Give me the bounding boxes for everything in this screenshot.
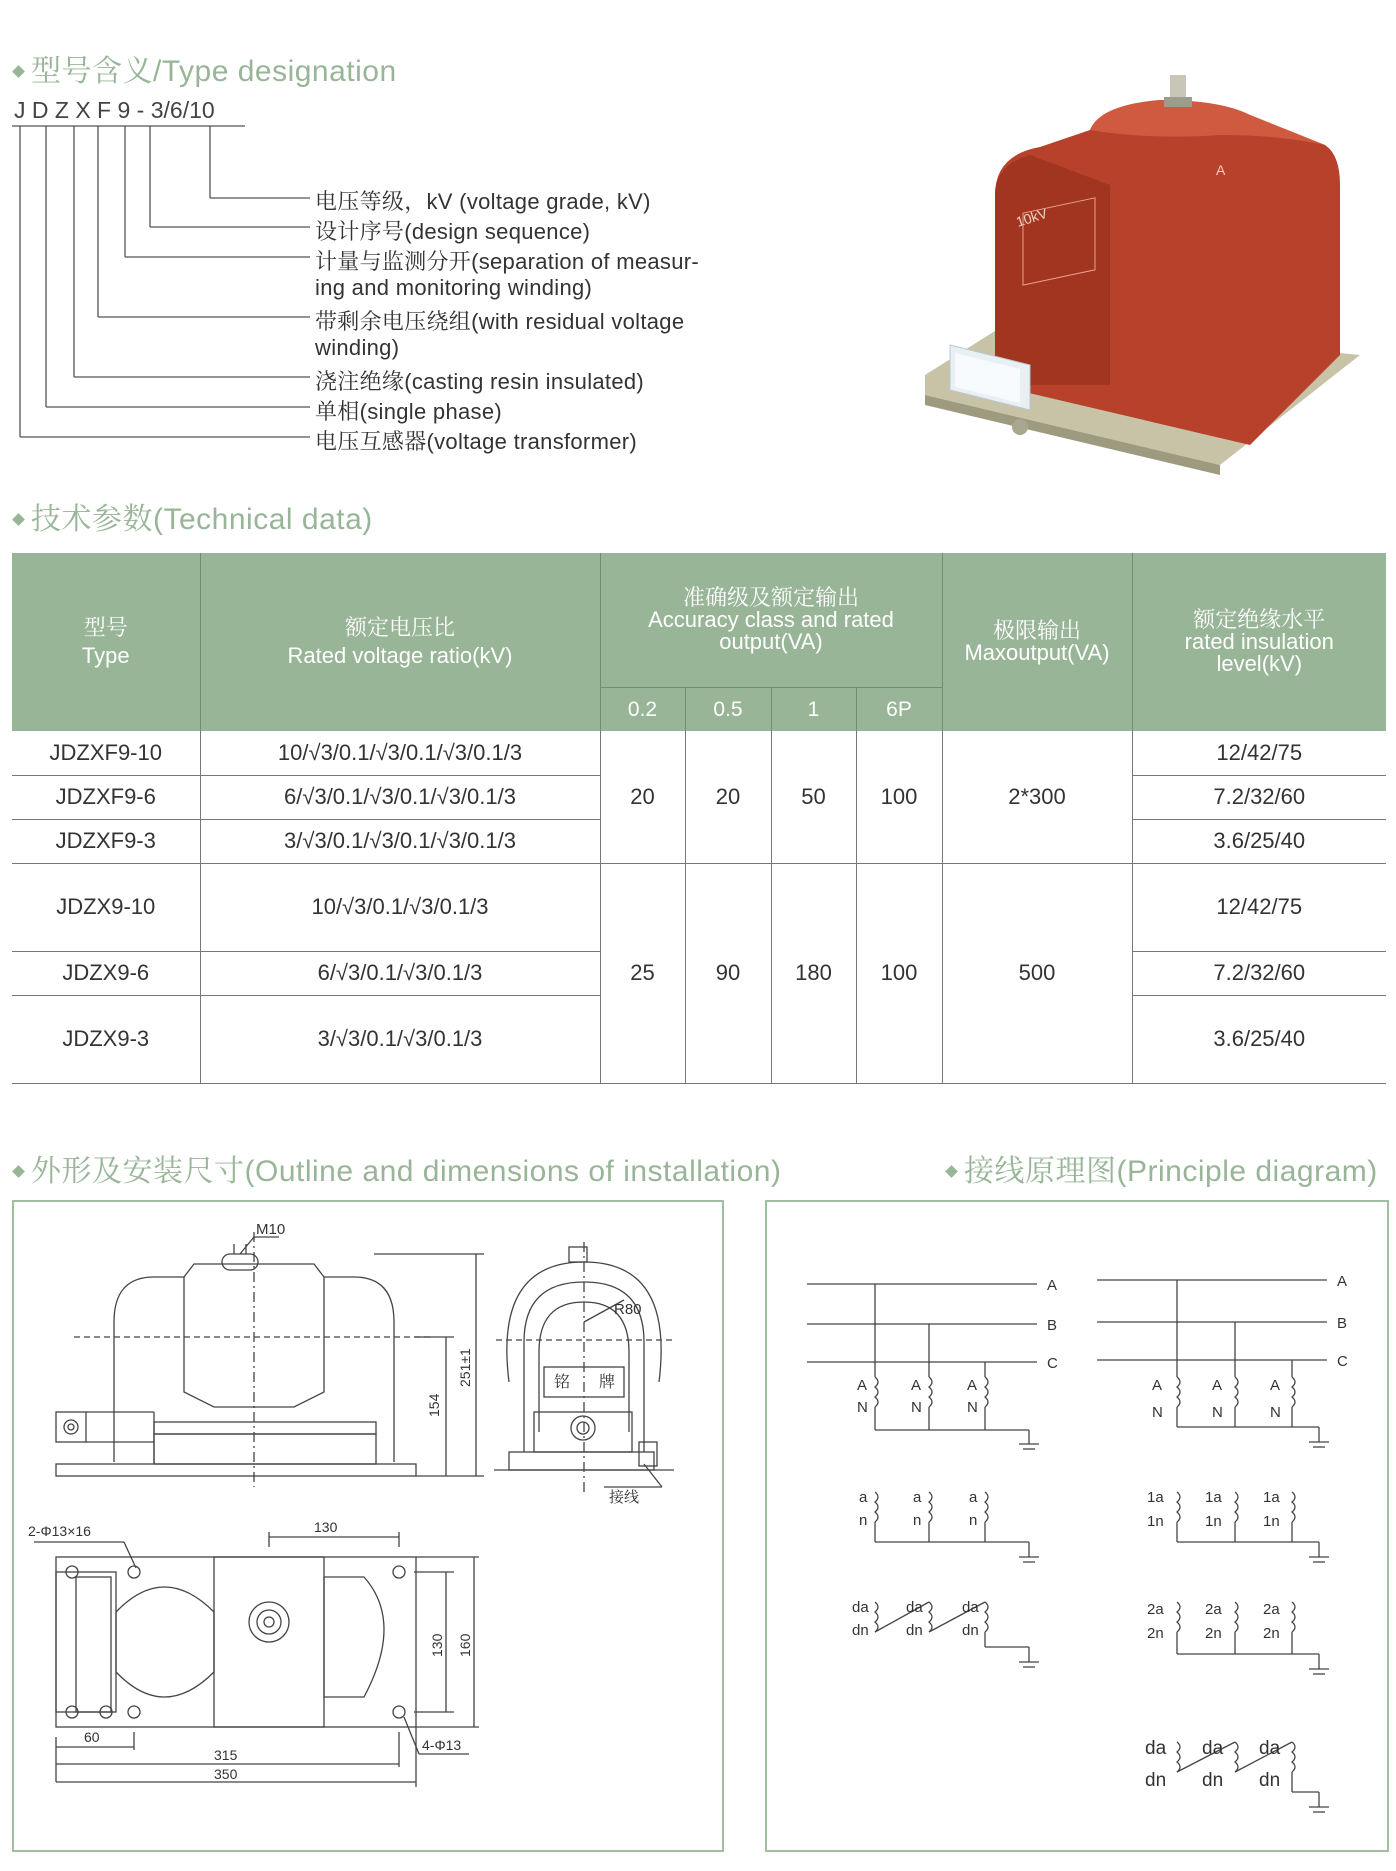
photo-voltage-label: 10kV	[1013, 204, 1050, 230]
secondary-a-label: a	[913, 1489, 922, 1506]
cell-insulation: 12/42/75	[1132, 863, 1386, 951]
header-type-en: Type	[81, 643, 130, 668]
header-accuracy-en-1: Accuracy class and rated	[648, 607, 894, 632]
section-heading-principle	[945, 1146, 1378, 1190]
def-residual-1: 带剩余电压绕组(with residual voltage	[315, 309, 685, 334]
residual-da-label: da	[1259, 1738, 1281, 1759]
cell-type: JDZX9-6	[12, 951, 200, 995]
cell-output-6p: 100	[856, 731, 942, 863]
label-holes-4: 4-Φ13	[422, 1737, 462, 1753]
bus-label-c-right: C	[1337, 1353, 1348, 1370]
table-row	[12, 863, 1386, 951]
section-heading-outline	[12, 1146, 781, 1190]
cell-ratio: 6/√3/0.1/√3/0.1/3	[200, 951, 600, 995]
primary-a-label: A	[1152, 1377, 1163, 1394]
header-insulation-cn: 额定绝缘水平	[1193, 607, 1326, 632]
primary-n-label: N	[1270, 1404, 1281, 1421]
outline-drawing-panel	[12, 1200, 724, 1852]
residual-dn-label: dn	[1259, 1770, 1281, 1791]
dim-251: 251±1	[457, 1348, 473, 1387]
meter-1a-label: 1a	[1205, 1489, 1222, 1506]
diamond-bullet-icon	[12, 513, 25, 526]
class-0-5: 0.5	[685, 688, 771, 732]
cell-ratio: 3/√3/0.1/√3/0.1/3	[200, 995, 600, 1083]
primary-n-label: N	[1152, 1404, 1163, 1421]
residual-da-label: da	[906, 1599, 923, 1616]
primary-a-label: A	[911, 1377, 922, 1394]
header-ratio-en: Rated voltage ratio(kV)	[287, 643, 513, 668]
primary-a-label: A	[857, 1377, 868, 1394]
meter-1a-label: 1a	[1263, 1489, 1280, 1506]
cell-type: JDZX9-10	[12, 863, 200, 951]
cell-insulation: 12/42/75	[1132, 731, 1386, 775]
secondary-n-label: n	[969, 1512, 978, 1529]
cell-type: JDZXF9-10	[12, 731, 200, 775]
dim-154: 154	[426, 1393, 442, 1417]
designation-leader-lines	[0, 0, 320, 460]
section-heading-technical-data	[12, 494, 373, 538]
principle-diagram-panel	[765, 1200, 1389, 1852]
residual-dn-label: dn	[1202, 1770, 1224, 1791]
model-code: J D Z X F 9 - 3/6/10	[14, 97, 215, 123]
meter-1n-label: 1n	[1147, 1513, 1164, 1530]
header-max	[942, 553, 1132, 731]
def-voltage-grade: 电压等级，kV (voltage grade, kV)	[315, 189, 651, 214]
cell-type: JDZXF9-3	[12, 819, 200, 863]
monitor-2a-label: 2a	[1205, 1601, 1222, 1618]
header-insulation-en-1: rated insulation	[1184, 629, 1334, 654]
cell-output-1: 180	[771, 863, 856, 1083]
label-m10: M10	[256, 1221, 286, 1238]
nameplate-label-a: 铭	[554, 1374, 571, 1391]
header-accuracy	[600, 553, 942, 688]
meter-1a-label: 1a	[1147, 1489, 1164, 1506]
monitor-2a-label: 2a	[1147, 1601, 1164, 1618]
cell-output-0-5: 20	[685, 731, 771, 863]
primary-n-label: N	[1212, 1404, 1223, 1421]
cell-ratio: 6/√3/0.1/√3/0.1/√3/0.1/3	[200, 775, 600, 819]
header-ratio-cn: 额定电压比	[344, 615, 455, 640]
cell-type: JDZXF9-6	[12, 775, 200, 819]
outline-drawing	[14, 1202, 722, 1850]
cell-ratio: 10/√3/0.1/√3/0.1/3	[200, 863, 600, 951]
monitor-2a-label: 2a	[1263, 1601, 1280, 1618]
meter-1n-label: 1n	[1205, 1513, 1222, 1530]
primary-n-label: N	[911, 1399, 922, 1416]
secondary-n-label: n	[913, 1512, 922, 1529]
header-accuracy-cn: 准确级及额定输出	[682, 585, 859, 610]
heading-text: 型号含义/Type designation	[31, 55, 397, 88]
cell-insulation: 3.6/25/40	[1132, 819, 1386, 863]
bus-label-b-right: B	[1337, 1315, 1348, 1332]
cell-output-6p: 100	[856, 863, 942, 1083]
class-0-2: 0.2	[600, 688, 685, 732]
cell-type: JDZX9-3	[12, 995, 200, 1083]
monitor-2n-label: 2n	[1263, 1625, 1280, 1642]
residual-da-label: da	[962, 1599, 979, 1616]
dim-60: 60	[84, 1729, 100, 1745]
dim-315: 315	[214, 1747, 238, 1763]
heading-text: 技术参数(Technical data)	[31, 503, 373, 536]
header-max-cn: 极限输出	[992, 618, 1081, 643]
label-r80: R80	[614, 1301, 642, 1318]
def-design-sequence: 设计序号(design sequence)	[315, 219, 591, 244]
cell-insulation: 7.2/32/60	[1132, 775, 1386, 819]
cell-output-0-2: 20	[600, 731, 685, 863]
monitor-2n-label: 2n	[1205, 1625, 1222, 1642]
primary-n-label: N	[967, 1399, 978, 1416]
cell-output-1: 50	[771, 731, 856, 863]
cell-max-output: 2*300	[942, 731, 1132, 863]
def-casting-resin: 浇注绝缘(casting resin insulated)	[315, 369, 645, 394]
residual-da-label: da	[1145, 1738, 1167, 1759]
label-holes-2: 2-Φ13×16	[28, 1523, 91, 1539]
secondary-a-label: a	[969, 1489, 978, 1506]
header-ratio	[200, 553, 600, 731]
residual-da-label: da	[852, 1599, 869, 1616]
heading-text: 接线原理图(Principle diagram)	[964, 1155, 1378, 1188]
table-row	[12, 731, 1386, 775]
def-single-phase: 单相(single phase)	[315, 399, 502, 424]
bus-label-a: A	[1047, 1277, 1058, 1294]
def-separation-2: ing and monitoring winding)	[315, 275, 593, 300]
residual-dn-label: dn	[852, 1622, 869, 1639]
technical-data-table	[12, 553, 1386, 1084]
def-residual-2: winding)	[315, 335, 400, 360]
photo-phase-label: A	[1216, 162, 1226, 178]
cell-insulation: 7.2/32/60	[1132, 951, 1386, 995]
product-photo	[920, 55, 1360, 475]
diamond-bullet-icon	[12, 1165, 25, 1178]
header-max-en: Maxoutput(VA)	[964, 640, 1110, 665]
monitor-2n-label: 2n	[1147, 1625, 1164, 1642]
secondary-a-label: a	[859, 1489, 868, 1506]
header-type	[12, 553, 200, 731]
class-1: 1	[771, 688, 856, 732]
residual-dn-label: dn	[962, 1622, 979, 1639]
dim-130-top: 130	[314, 1519, 338, 1535]
diamond-bullet-icon	[945, 1165, 958, 1178]
bus-label-c: C	[1047, 1355, 1058, 1372]
header-insulation-en-2: level(kV)	[1216, 651, 1303, 676]
def-voltage-transformer: 电压互感器(voltage transformer)	[315, 429, 637, 454]
header-type-cn: 型号	[83, 615, 128, 640]
dim-160: 160	[457, 1633, 473, 1657]
nameplate-label-b: 牌	[599, 1374, 616, 1391]
secondary-n-label: n	[859, 1512, 868, 1529]
residual-da-label: da	[1202, 1738, 1224, 1759]
label-wiring: 接线	[609, 1489, 640, 1506]
residual-dn-label: dn	[906, 1622, 923, 1639]
cell-max-output: 500	[942, 863, 1132, 1083]
primary-a-label: A	[1270, 1377, 1281, 1394]
cell-insulation: 3.6/25/40	[1132, 995, 1386, 1083]
residual-dn-label: dn	[1145, 1770, 1167, 1791]
principle-diagram	[767, 1202, 1387, 1850]
primary-n-label: N	[857, 1399, 868, 1416]
meter-1n-label: 1n	[1263, 1513, 1280, 1530]
def-separation-1: 计量与监测分开(separation of measur-	[315, 249, 700, 274]
bus-label-b: B	[1047, 1317, 1058, 1334]
header-insulation	[1132, 553, 1386, 731]
cell-ratio: 3/√3/0.1/√3/0.1/√3/0.1/3	[200, 819, 600, 863]
primary-a-label: A	[967, 1377, 978, 1394]
dim-130-side: 130	[429, 1633, 445, 1657]
cell-output-0-5: 90	[685, 863, 771, 1083]
heading-text: 外形及安装尺寸(Outline and dimensions of installation)	[31, 1155, 782, 1188]
cell-output-0-2: 25	[600, 863, 685, 1083]
dim-350: 350	[214, 1766, 238, 1782]
class-6p: 6P	[856, 688, 942, 732]
header-accuracy-en-2: output(VA)	[719, 629, 823, 654]
primary-a-label: A	[1212, 1377, 1223, 1394]
bus-label-a-right: A	[1337, 1273, 1348, 1290]
cell-ratio: 10/√3/0.1/√3/0.1/√3/0.1/3	[200, 731, 600, 775]
